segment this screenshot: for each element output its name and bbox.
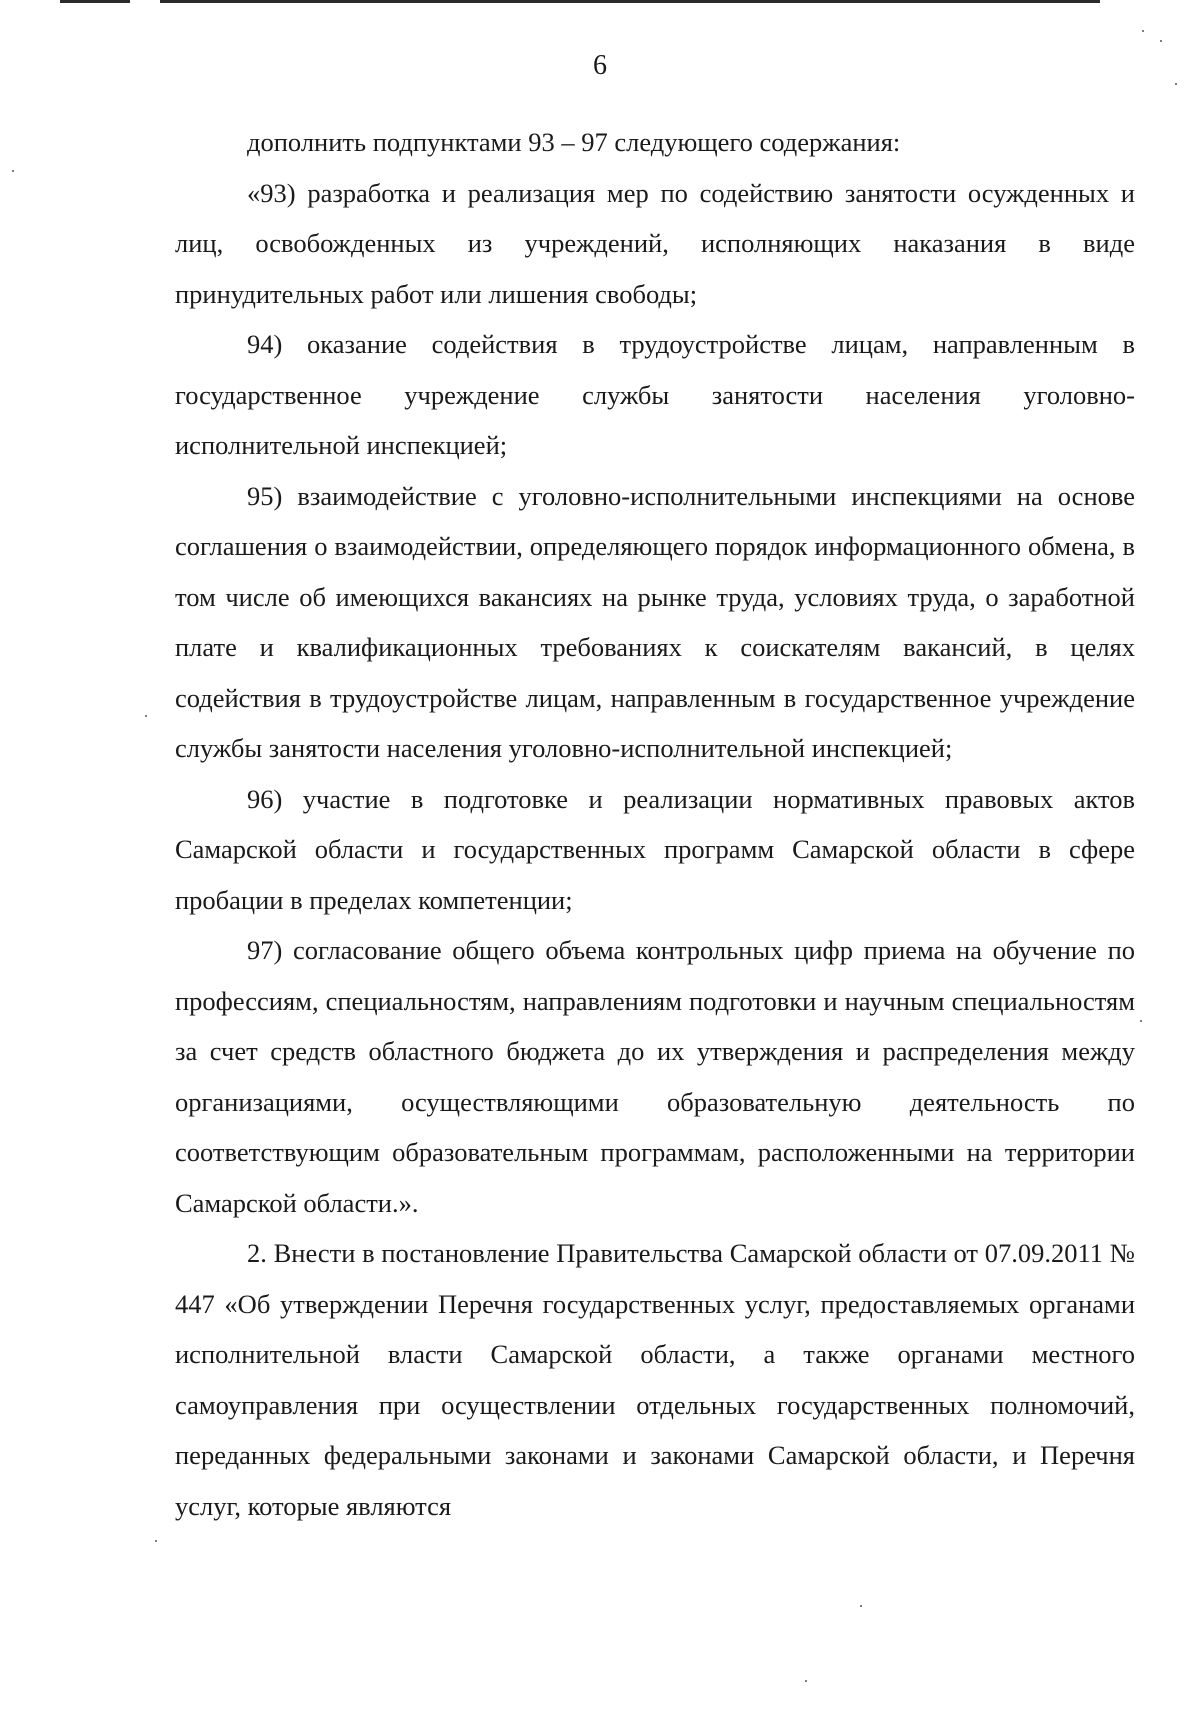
document-body	[175, 117, 1135, 1531]
scan-speck	[1142, 30, 1144, 32]
paragraph-intro: дополнить подпунктами 93 – 97 следующего содержания:	[247, 127, 901, 157]
scan-speck	[805, 1680, 807, 1682]
scan-speck	[12, 170, 14, 172]
scan-speck	[145, 715, 147, 717]
scan-speck	[1175, 83, 1177, 85]
paragraph-item-94: 94) оказание содействия в трудоустройстве лицам, направленным в государственное учреждение службы занятости населения уголовно-исполнительной инспекцией;	[175, 329, 1135, 460]
paragraph-section-2: 2. Внести в постановление Правительства Самарской области от 07.09.2011 № 447 «Об утверждении Перечня государственных услуг, предоставляемых органами исполнительной власти Самарской области, а также органами местного самоуправления при осуществлении отдельных государственных полномочий, переданных федеральными законами и законами Самарской области, и Перечня услуг, которые являются	[175, 1238, 1135, 1521]
scan-speck	[860, 1605, 862, 1607]
scan-speck	[1140, 1020, 1142, 1022]
scan-edge-line	[60, 0, 130, 3]
scan-speck	[155, 1540, 157, 1542]
page-number: 6	[593, 50, 607, 81]
scan-edge-line	[160, 0, 1100, 3]
paragraph-item-95: 95) взаимодействие с уголовно-исполнительными инспекциями на основе соглашения о взаимодействии, определяющего порядок информационного обмена, в том числе об имеющихся вакансиях на рынке труда, условиях труда, о заработной плате и квалификационных требованиях к соискателям вакансий, в целях содействия в трудоустройстве лицам, направленным в государственное учреждение службы занятости населения уголовно-исполнительной инспекцией;	[175, 480, 1135, 763]
paragraph-item-93: «93) разработка и реализация мер по содействию занятости осужденных и лиц, освобожденных из учреждений, исполняющих наказания в виде принудительных работ или лишения свободы;	[175, 177, 1135, 309]
paragraph-item-97: 97) согласование общего объема контрольных цифр приема на обучение по профессиям, специальностям, направлениям подготовки и научным специальностям за счет средств областного бюджета до их утверждения и распределения между организациями, осуществляющими образовательную деятельность по соответствующим образовательным программам, расположенными на территории Самарской области.».	[175, 935, 1135, 1218]
scan-speck	[1160, 40, 1162, 42]
paragraph-item-96: 96) участие в подготовке и реализации нормативных правовых актов Самарской области и государственных программ Самарской области в сфере пробации в пределах компетенции;	[175, 783, 1135, 915]
